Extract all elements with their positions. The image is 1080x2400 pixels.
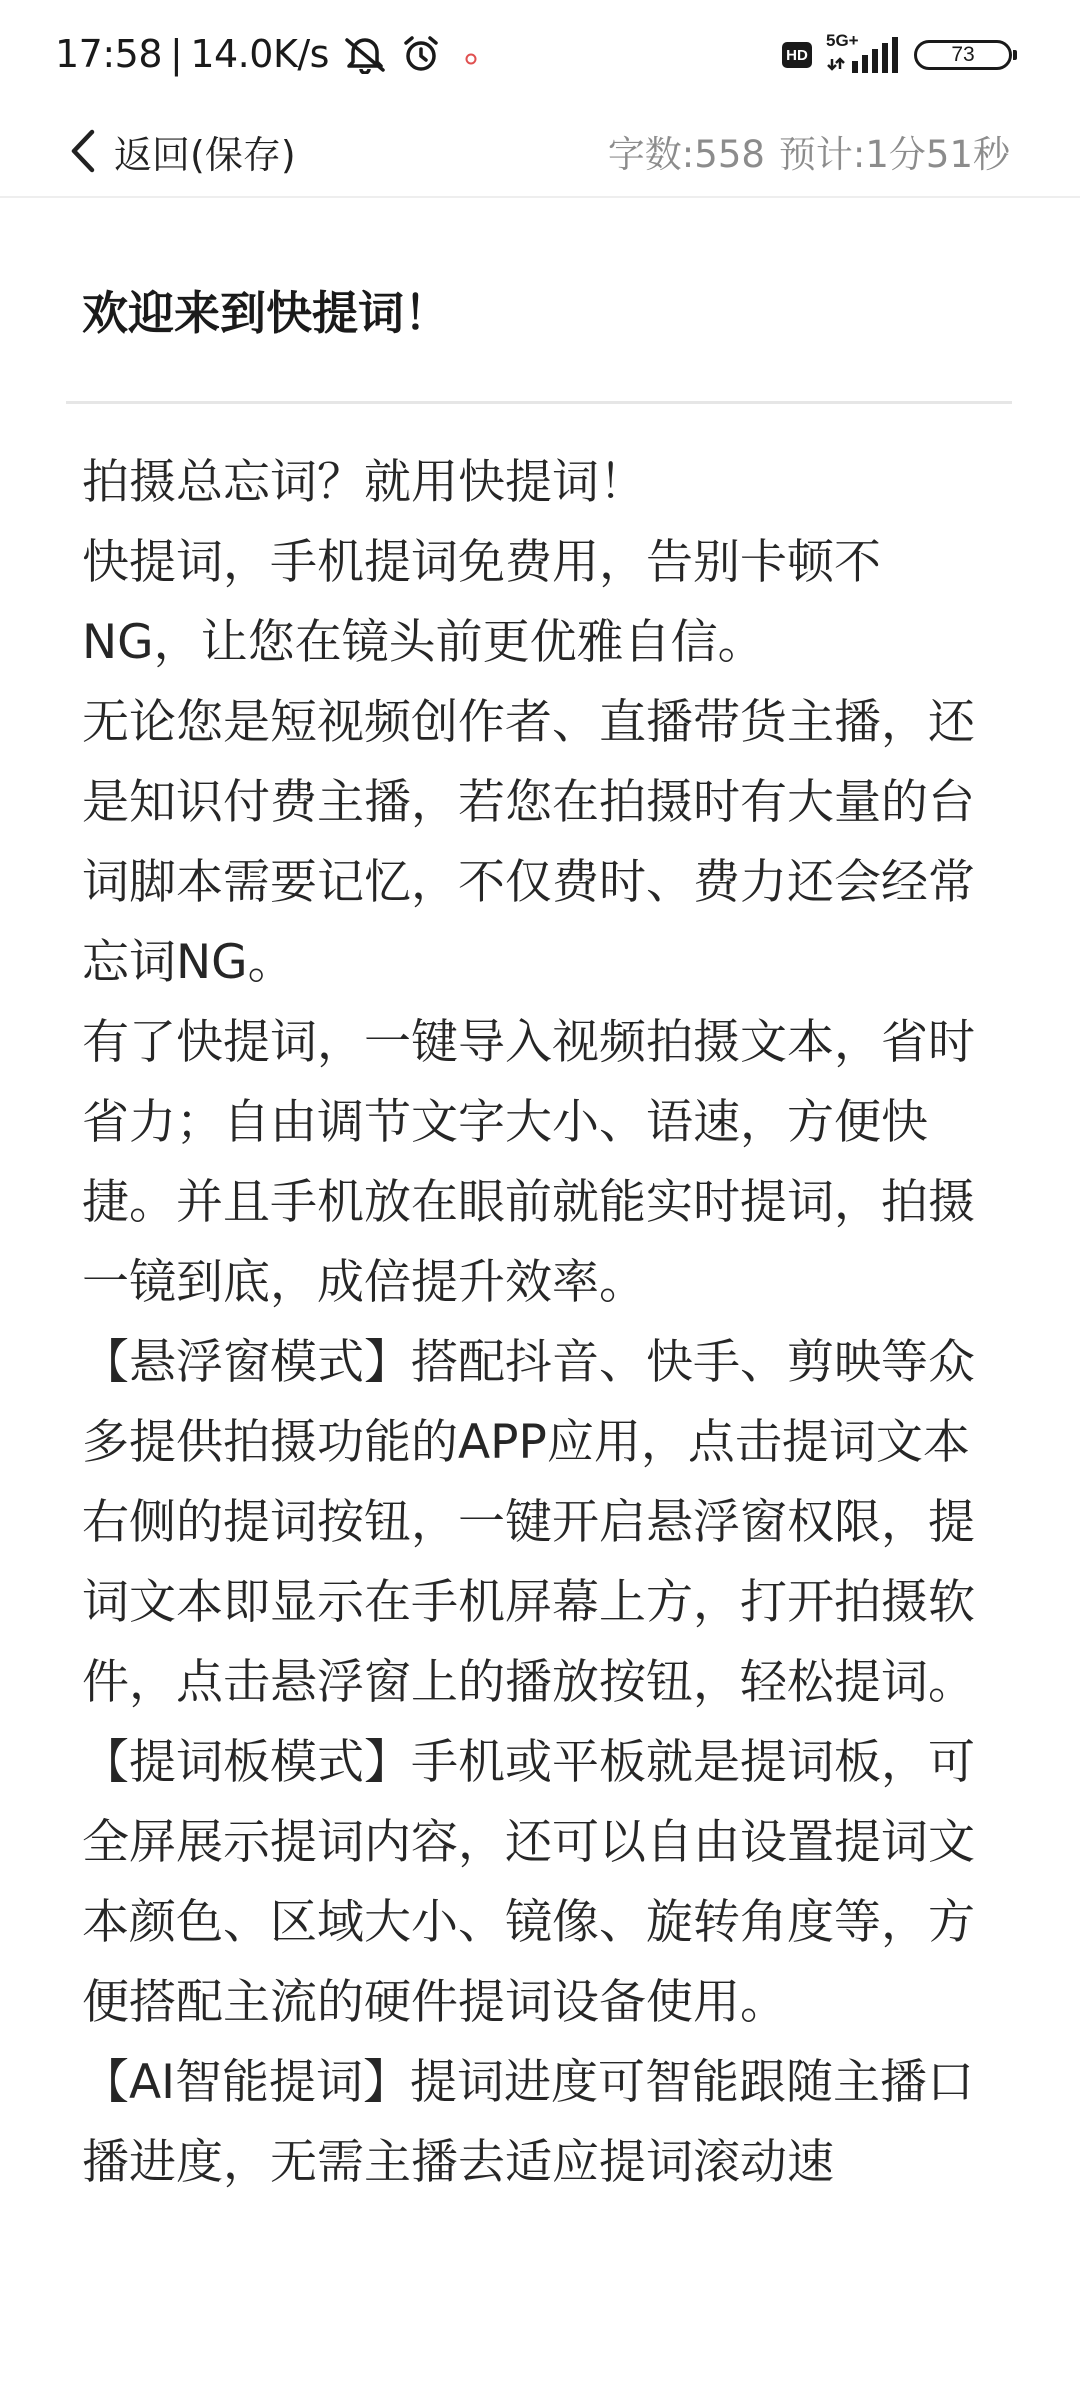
body-paragraph: 【提词板模式】手机或平板就是提词板，可全屏展示提词内容，还可以自由设置提词文本颜色、区域大小、镜像、旋转角度等，方便搭配主流的硬件提词设备使用。: [82, 1735, 975, 2030]
status-separator: |: [170, 32, 183, 76]
battery-level: 73: [951, 43, 975, 66]
title-divider: [66, 401, 1012, 404]
body-paragraph: 有了快提词，一键导入视频拍摄文本，省时省力；自由调节文字大小、语速，方便快捷。并且手机放在眼前就能实时提词，拍摄一镜到底，成倍提升效率。: [82, 1015, 975, 1310]
body-paragraph: 【悬浮窗模式】搭配抖音、快手、剪映等众多提供拍摄功能的APP应用，点击提词文本右侧的提词按钮，一键开启悬浮窗权限，提词文本即显示在手机屏幕上方，打开拍摄软件，点击悬浮窗上的播放按钮，轻松提词。: [82, 1335, 975, 1710]
word-stats: [608, 118, 1010, 184]
back-button[interactable]: [68, 118, 296, 184]
status-right: [768, 32, 1012, 78]
time-estimate: 预计:1分51秒: [778, 133, 1010, 176]
body-paragraph: 快提词，手机提词免费用，告别卡顿不NG，让您在镜头前更优雅自信。: [82, 535, 881, 670]
alarm-clock-icon: [401, 34, 441, 74]
back-label: 返回(保存): [114, 132, 296, 177]
body-paragraph: 【AI智能提词】提词进度可智能跟随主播口播进度，无需主播去适应提词滚动速: [82, 2055, 975, 2190]
status-time: 17:58: [55, 32, 163, 76]
status-net-speed: 14.0K/s: [190, 32, 329, 76]
hd-badge: HD: [782, 42, 812, 68]
battery-indicator: [914, 40, 1012, 70]
status-bar: [0, 0, 1080, 108]
chevron-left-icon: [68, 128, 96, 174]
status-left: [55, 28, 479, 80]
body-paragraph: 无论您是短视频创作者、直播带货主播，还是知识付费主播，若您在拍摄时有大量的台词脚本需要记忆，不仅费时、费力还会经常忘词NG。: [82, 695, 975, 990]
word-count: 字数:558: [607, 133, 765, 176]
network-type-label: 5G+: [826, 31, 859, 50]
signal-strength-icon: [826, 31, 900, 75]
document-body[interactable]: [82, 443, 998, 2203]
mute-bell-icon: [343, 34, 387, 74]
nav-bar: [0, 108, 1080, 198]
body-paragraph: 拍摄总忘词？就用快提词！: [82, 455, 646, 510]
notification-dot-icon: [463, 32, 479, 76]
document-title[interactable]: 欢迎来到快提词！: [82, 286, 450, 340]
